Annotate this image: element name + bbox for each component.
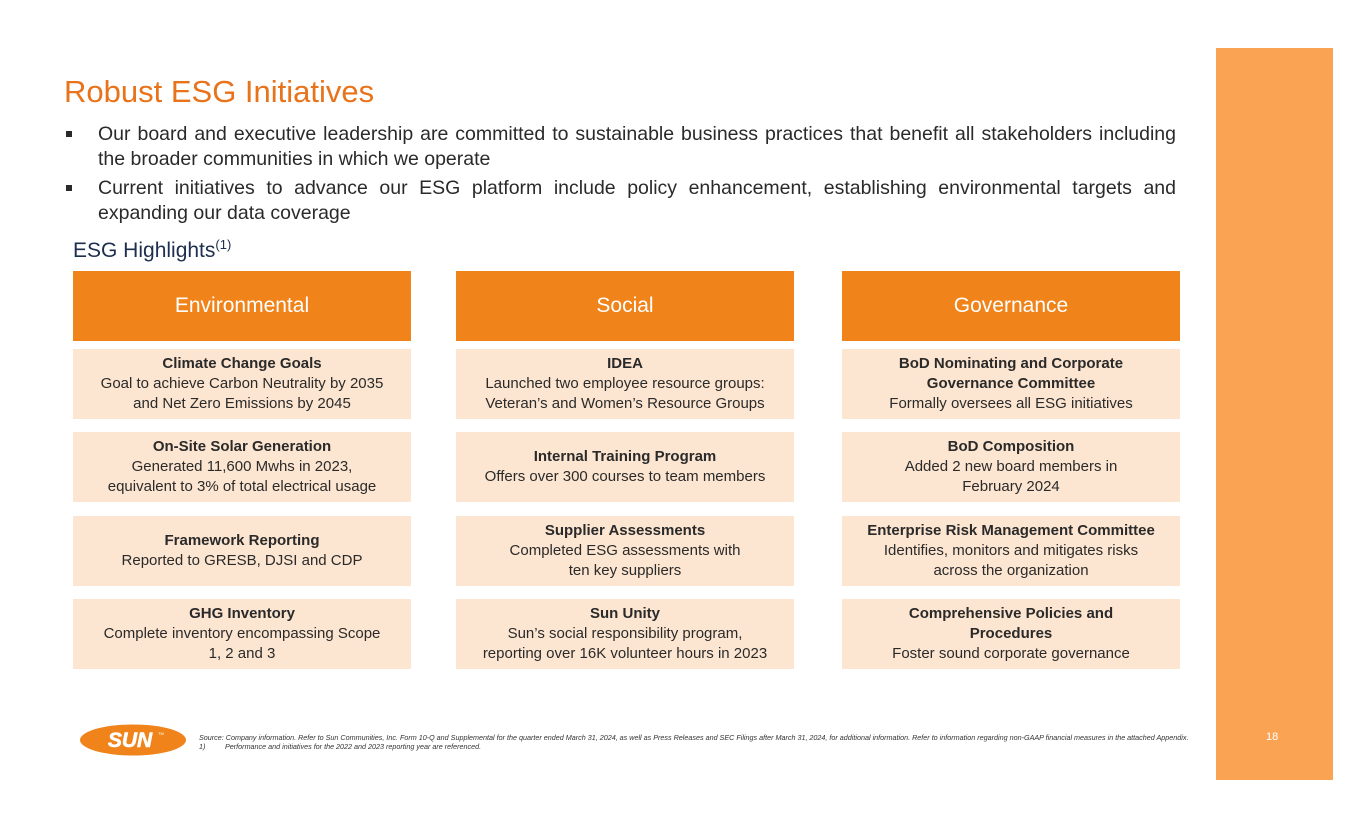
esg-highlights-heading: ESG Highlights$^{(1)}$	[73, 237, 232, 262]
logo-text: SUN	[107, 729, 153, 752]
esg-card: Enterprise Risk Management Committee Identifies, monitors and mitigates risks across the organization	[842, 516, 1180, 586]
bullet-item: Our board and executive leadership are committed to sustainable business practices that benefit all stakeholders including the broader communities in which we operate	[64, 122, 1176, 172]
esg-card: IDEA Launched two employee resource groups: Veteran’s and Women’s Resource Groups	[456, 349, 794, 419]
esg-card: Supplier Assessments Completed ESG assessments with ten key suppliers	[456, 516, 794, 586]
bullet-item: Current initiatives to advance our ESG platform include policy enhancement, establishing environmental targets and expanding our data coverage	[64, 176, 1176, 226]
square-bullet-icon	[66, 131, 72, 137]
column-header-governance: Governance	[842, 271, 1180, 341]
esg-card: Comprehensive Policies and Procedures Foster sound corporate governance	[842, 599, 1180, 669]
footnote-ref: (1)	[215, 237, 232, 252]
footnote	[199, 733, 1204, 751]
esg-card: GHG Inventory Complete inventory encompassing Scope 1, 2 and 3	[73, 599, 411, 669]
logo-trademark: TM	[158, 731, 164, 736]
page-number: 18	[1266, 731, 1279, 743]
sun-logo	[80, 724, 187, 756]
esg-card: BoD Nominating and Corporate Governance Committee Formally oversees all ESG initiatives	[842, 349, 1180, 419]
source-note: Source: Company information. Refer to Sun Communities, Inc. Form 10-Q and Supplemental for the quarter ended March 31, 2024, as well as Press Releases and SEC Filings after March 31, 2024, for additional information. Refer to information regarding non-GAAP financial measures in the attached Appendix.	[199, 733, 1189, 742]
numbered-note: 1) Performance and initiatives for the 2022 and 2023 reporting year are referenced.	[199, 742, 482, 751]
esg-card: Sun Unity Sun’s social responsibility program, reporting over 16K volunteer hours in 2023	[456, 599, 794, 669]
esg-card: Climate Change Goals Goal to achieve Carbon Neutrality by 2035 and Net Zero Emissions by 2045	[73, 349, 411, 419]
column-header-social: Social	[456, 271, 794, 341]
esg-card: Internal Training Program Offers over 300 courses to team members	[456, 432, 794, 502]
bullet-list	[64, 122, 1176, 230]
page-title: Robust ESG Initiatives	[64, 74, 375, 109]
esg-card: BoD Composition Added 2 new board members in February 2024	[842, 432, 1180, 502]
column-header-environmental: Environmental	[73, 271, 411, 341]
square-bullet-icon	[66, 185, 72, 191]
accent-sidebar	[1216, 48, 1333, 780]
esg-card: Framework Reporting Reported to GRESB, DJSI and CDP	[73, 516, 411, 586]
esg-card: On-Site Solar Generation Generated 11,600 Mwhs in 2023, equivalent to 3% of total electrical usage	[73, 432, 411, 502]
